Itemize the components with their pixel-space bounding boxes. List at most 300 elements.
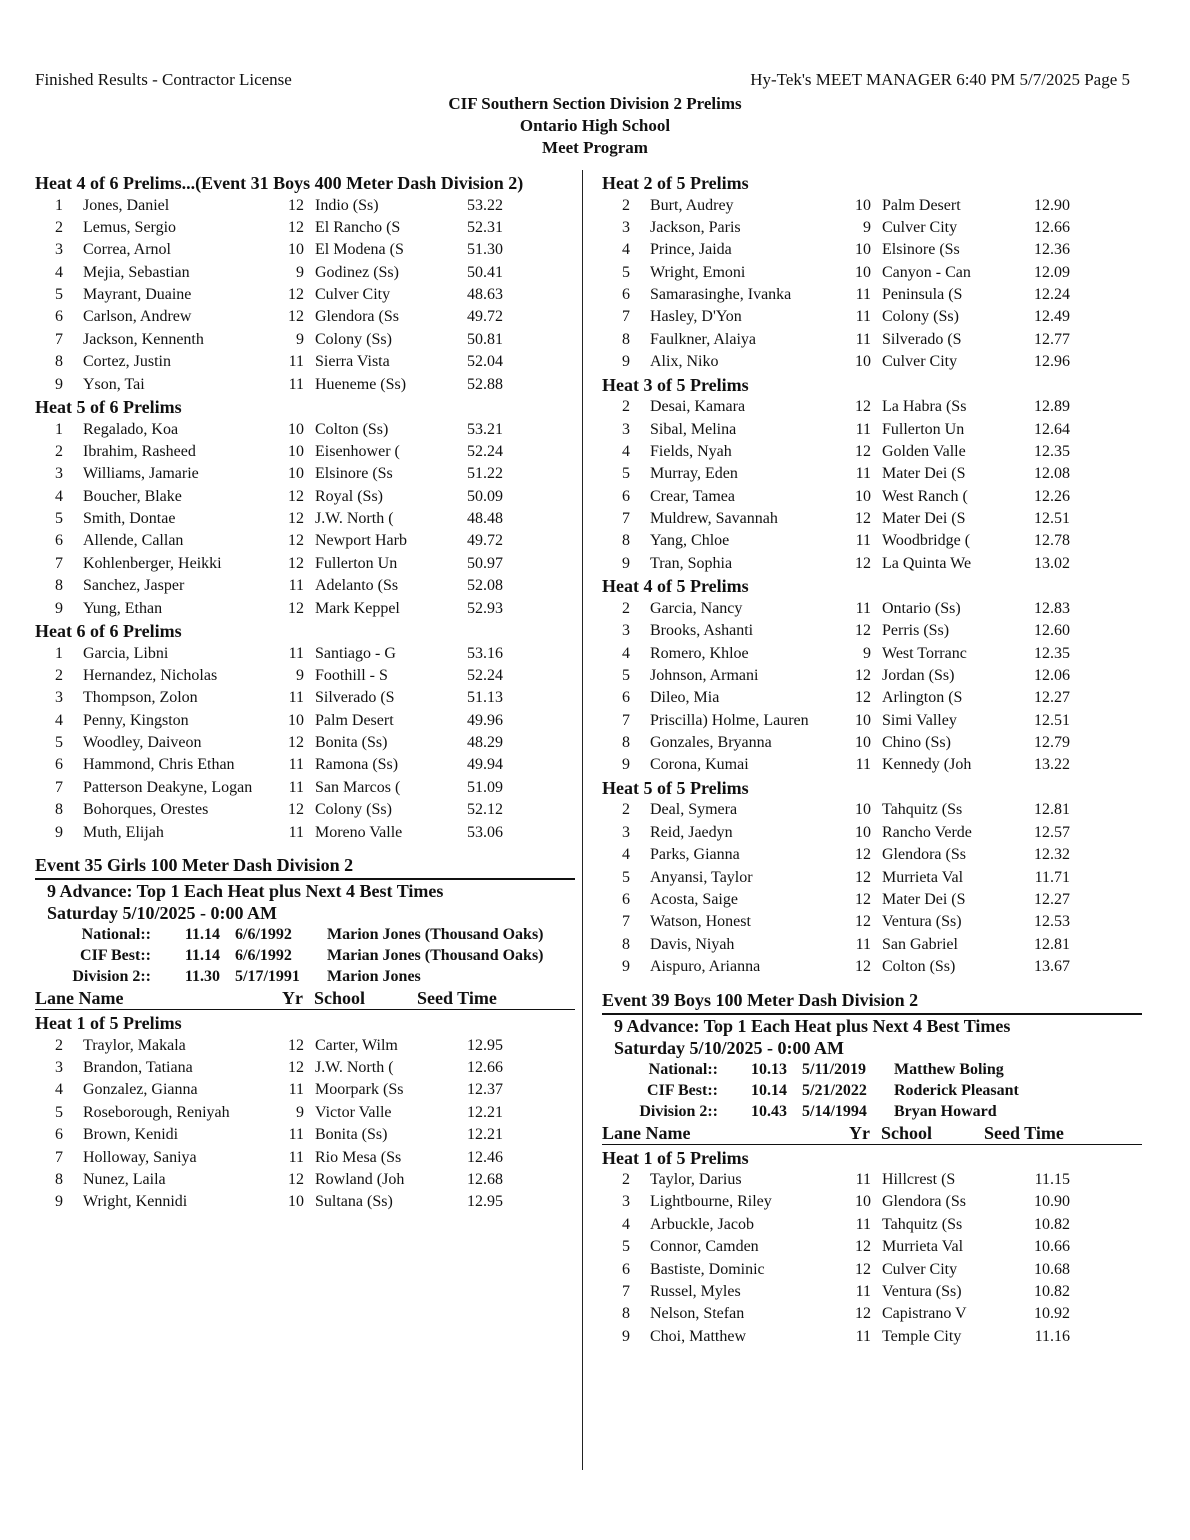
athlete-name: Nunez, Laila [83,1170,166,1188]
lane-number: 6 [622,487,630,505]
school-name: Murrieta Val [882,1238,964,1256]
athlete-year: 12 [855,868,871,886]
athlete-year: 9 [296,1103,304,1121]
record-label: Division 2:: [72,968,151,986]
athlete-year: 10 [855,711,871,729]
athlete-year: 12 [288,599,304,617]
result-row [602,911,1142,933]
athlete-name: Brandon, Tatiana [83,1058,193,1076]
seed-time: 12.90 [1034,196,1070,214]
school-name: Silverado (S [315,689,395,707]
school-name: Ramona (Ss) [315,756,399,774]
athlete-year: 11 [855,599,871,617]
seed-time: 12.53 [1034,913,1070,931]
record-date: 5/21/2022 [802,1081,867,1099]
seed-time: 12.32 [1034,846,1070,864]
seed-time: 53.21 [467,420,503,438]
lane-number: 7 [622,1282,630,1300]
result-row [602,306,1142,328]
athlete-name: Regalado, Koa [83,420,179,438]
advance-rule: 9 Advance: Top 1 Each Heat plus Next 4 Best Times [47,881,444,902]
record-row [602,1059,1142,1080]
lane-number: 3 [622,622,630,640]
lane-number: 8 [622,935,630,953]
athlete-year: 11 [855,286,871,304]
lane-number: 4 [55,263,63,281]
result-row [602,1214,1142,1236]
report-header-right: Hy-Tek's MEET MANAGER 6:40 PM 5/7/2025 Page 5 [750,70,1130,89]
lane-number: 3 [622,420,630,438]
athlete-year: 9 [296,330,304,348]
result-row [35,195,575,217]
lane-number: 9 [622,756,630,774]
result-row [35,710,575,732]
heat-title: Heat 5 of 6 Prelims [35,397,182,418]
seed-time: 12.24 [1034,286,1070,304]
seed-time: 12.27 [1034,689,1070,707]
record-mark: 10.13 [751,1060,787,1078]
result-row [35,1124,575,1146]
result-row [35,306,575,328]
result-row [35,687,575,709]
seed-time: 12.09 [1034,263,1070,281]
header-lane-name: Lane Name [602,1122,691,1143]
seed-time: 50.97 [467,554,503,572]
seed-time: 12.81 [1034,801,1070,819]
athlete-name: Thompson, Zolon [83,689,198,707]
lane-number: 7 [622,913,630,931]
school-name: Mark Keppel [315,599,400,617]
athlete-name: Yson, Tai [83,375,145,393]
seed-time: 12.35 [1034,644,1070,662]
athlete-year: 12 [855,913,871,931]
lane-number: 3 [55,241,63,259]
school-name: Adelanto (Ss [315,577,399,595]
record-mark: 10.14 [751,1081,787,1099]
result-row [602,463,1142,485]
athlete-name: Alix, Niko [650,353,719,371]
seed-time: 49.72 [467,532,503,550]
athlete-year: 11 [855,465,871,483]
seed-time: 52.88 [467,375,503,393]
result-row [35,777,575,799]
result-row [35,329,575,351]
seed-time: 50.41 [467,263,503,281]
lane-number: 8 [622,1305,630,1323]
athlete-year: 10 [288,465,304,483]
header-seed-time: Seed Time [417,988,497,1009]
athlete-name: Anyansi, Taylor [650,868,753,886]
seed-time: 12.96 [1034,353,1070,371]
result-row [602,1259,1142,1281]
result-row [35,284,575,306]
athlete-name: Connor, Camden [650,1238,759,1256]
result-row [602,822,1142,844]
lane-number: 2 [622,599,630,617]
school-name: El Rancho (S [315,218,401,236]
school-name: Peninsula (S [882,286,963,304]
lane-number: 7 [55,554,63,572]
result-row [602,643,1142,665]
school-name: Sultana (Ss) [315,1193,393,1211]
school-name: Capistrano V [882,1305,967,1323]
record-label: CIF Best:: [647,1081,718,1099]
school-name: Colony (Ss) [315,801,392,819]
seed-time: 49.72 [467,308,503,326]
school-name: Chino (Ss) [882,734,951,752]
lane-number: 3 [55,465,63,483]
athlete-name: Reid, Jaedyn [650,823,733,841]
seed-time: 12.49 [1034,308,1070,326]
school-name: Canyon - Can [882,263,971,281]
athlete-name: Bohorques, Orestes [83,801,209,819]
school-name: Colony (Ss) [882,308,959,326]
school-name: San Marcos ( [315,778,401,796]
school-name: Colton (Ss) [315,420,389,438]
lane-number: 3 [622,823,630,841]
athlete-year: 10 [288,1193,304,1211]
record-date: 5/11/2019 [802,1060,867,1078]
lane-number: 6 [55,756,63,774]
seed-time: 52.08 [467,577,503,595]
report-header-left: Finished Results - Contractor License [35,70,292,89]
athlete-year: 12 [855,1260,871,1278]
athlete-year: 11 [288,778,304,796]
school-name: Rio Mesa (Ss [315,1148,402,1166]
result-row [35,530,575,552]
lane-number: 6 [622,689,630,707]
athlete-year: 11 [288,1148,304,1166]
athlete-name: Holloway, Saniya [83,1148,197,1166]
seed-time: 51.13 [467,689,503,707]
lane-number: 5 [622,263,630,281]
header-school: School [881,1122,933,1143]
lane-number: 9 [622,554,630,572]
result-row [602,665,1142,687]
result-row [602,598,1142,620]
school-name: Victor Valle [315,1103,392,1121]
seed-time: 12.95 [467,1193,503,1211]
seed-time: 51.30 [467,241,503,259]
school-name: Foothill - S [315,666,388,684]
school-name: J.W. North ( [315,510,394,528]
result-row [35,463,575,485]
record-mark: 11.14 [184,947,220,965]
lane-number: 5 [55,1103,63,1121]
athlete-name: Kohlenberger, Heikki [83,554,222,572]
school-name: Rowland (Joh [315,1170,405,1188]
school-name: Rancho Verde [882,823,972,841]
result-row [602,620,1142,642]
seed-time: 12.21 [467,1126,503,1144]
result-row [35,1169,575,1191]
school-name: Perris (Ss) [882,622,950,640]
athlete-year: 9 [863,644,871,662]
athlete-name: Bastiste, Dominic [650,1260,765,1278]
athlete-name: Prince, Jaida [650,241,732,259]
athlete-year: 10 [855,823,871,841]
lane-number: 8 [622,734,630,752]
seed-time: 11.71 [1034,868,1070,886]
school-name: San Gabriel [882,935,958,953]
athlete-year: 12 [288,734,304,752]
athlete-year: 10 [288,711,304,729]
lane-number: 6 [622,286,630,304]
athlete-name: Garcia, Libni [83,644,169,662]
school-name: Mater Dei (S [882,465,966,483]
athlete-year: 12 [288,510,304,528]
event-title: Event 39 Boys 100 Meter Dash Division 2 [602,989,1142,1015]
result-row [35,419,575,441]
lane-number: 2 [55,1036,63,1054]
seed-time: 53.16 [467,644,503,662]
athlete-name: Garcia, Nancy [650,599,743,617]
school-name: Kennedy (Joh [882,756,972,774]
result-row [602,239,1142,261]
seed-time: 52.24 [467,442,503,460]
result-row [602,486,1142,508]
school-name: Tahquitz (Ss [882,801,963,819]
seed-time: 12.81 [1034,935,1070,953]
lane-number: 8 [55,1170,63,1188]
lane-number: 1 [55,196,63,214]
athlete-year: 11 [288,1081,304,1099]
result-row [602,530,1142,552]
athlete-name: Lightbourne, Riley [650,1193,772,1211]
result-row [602,553,1142,575]
result-row [602,329,1142,351]
athlete-name: Crear, Tamea [650,487,736,505]
seed-time: 52.93 [467,599,503,617]
school-name: Elsinore (Ss [882,241,960,259]
result-row [35,732,575,754]
school-name: Jordan (Ss) [882,666,955,684]
athlete-name: Dileo, Mia [650,689,720,707]
record-row [35,945,575,966]
school-name: Culver City [882,1260,958,1278]
result-row [35,754,575,776]
lane-number: 7 [622,510,630,528]
athlete-year: 12 [855,689,871,707]
header-school: School [314,988,366,1009]
athlete-year: 11 [288,577,304,595]
lane-number: 9 [55,823,63,841]
result-row [602,1169,1142,1191]
school-name: Royal (Ss) [315,487,383,505]
school-name: Colony (Ss) [315,330,392,348]
school-name: Moreno Valle [315,823,403,841]
column-header [35,987,575,1010]
athlete-name: Parks, Gianna [650,846,740,864]
school-name: La Quinta We [882,554,972,572]
athlete-year: 10 [855,487,871,505]
lane-number: 7 [55,330,63,348]
athlete-year: 11 [288,823,304,841]
seed-time: 12.08 [1034,465,1070,483]
seed-time: 52.24 [467,666,503,684]
heat-title: Heat 6 of 6 Prelims [35,621,182,642]
meet-venue: Ontario High School [519,116,671,135]
result-row [602,262,1142,284]
lane-number: 1 [55,420,63,438]
seed-time: 53.22 [467,196,503,214]
record-holder: Marion Jones (Thousand Oaks) [327,926,544,944]
athlete-year: 12 [855,554,871,572]
lane-number: 5 [55,510,63,528]
record-row [602,1101,1142,1122]
seed-time: 12.60 [1034,622,1070,640]
athlete-name: Lemus, Sergio [83,218,177,236]
lane-number: 5 [622,465,630,483]
seed-time: 11.16 [1034,1327,1070,1345]
result-row [602,195,1142,217]
result-row [602,1236,1142,1258]
meet-subtitle: Meet Program [542,138,648,157]
school-name: Golden Valle [882,442,966,460]
heat-title: Heat 4 of 5 Prelims [602,576,749,597]
record-holder: Marian Jones (Thousand Oaks) [327,947,544,965]
lane-number: 9 [622,353,630,371]
athlete-name: Wright, Kennidi [83,1193,188,1211]
result-row [602,1281,1142,1303]
record-row [35,924,575,945]
seed-time: 12.79 [1034,734,1070,752]
lane-number: 2 [622,196,630,214]
result-row [602,732,1142,754]
school-name: El Modena (S [315,241,404,259]
athlete-name: Woodley, Daiveon [83,734,202,752]
athlete-year: 11 [855,756,871,774]
result-row [602,508,1142,530]
athlete-year: 12 [855,1238,871,1256]
record-mark: 11.14 [184,926,220,944]
seed-time: 53.06 [467,823,503,841]
school-name: Santiago - G [315,644,396,662]
athlete-year: 11 [855,1327,871,1345]
athlete-name: Ibrahim, Rasheed [83,442,196,460]
lane-number: 5 [55,286,63,304]
seed-time: 11.15 [1034,1171,1070,1188]
athlete-name: Mayrant, Duaine [83,286,192,304]
result-row [35,1147,575,1169]
athlete-year: 11 [855,1215,871,1233]
seed-time: 12.51 [1034,711,1070,729]
record-holder: Bryan Howard [894,1102,997,1120]
seed-time: 48.63 [467,286,503,304]
result-row [602,441,1142,463]
record-holder: Matthew Boling [894,1060,1004,1078]
athlete-year: 10 [288,241,304,259]
header-year: Yr [282,988,303,1009]
athlete-year: 11 [855,420,871,438]
lane-number: 4 [55,1081,63,1099]
seed-time: 12.46 [467,1148,503,1166]
result-row [602,799,1142,821]
athlete-name: Muth, Elijah [83,823,164,841]
athlete-year: 10 [855,734,871,752]
athlete-name: Acosta, Saige [650,890,738,908]
seed-time: 12.78 [1034,532,1070,550]
left-column [35,172,575,1214]
athlete-year: 12 [288,1170,304,1188]
seed-time: 12.27 [1034,890,1070,908]
result-row [35,553,575,575]
seed-time: 10.82 [1034,1215,1070,1233]
athlete-year: 11 [288,756,304,774]
lane-number: 6 [55,532,63,550]
heat-title: Heat 3 of 5 Prelims [602,374,749,395]
result-row [35,799,575,821]
school-name: Palm Desert [315,711,394,729]
athlete-name: Aispuro, Arianna [650,958,761,976]
athlete-year: 12 [288,487,304,505]
heat-title: Heat 2 of 5 Prelims [602,173,749,193]
lane-number: 3 [622,218,630,236]
school-name: Glendora (Ss [882,846,966,864]
result-row [602,284,1142,306]
school-name: Simi Valley [882,711,957,729]
athlete-year: 11 [288,1126,304,1144]
athlete-name: Yang, Chloe [650,532,730,550]
athlete-name: Sanchez, Jasper [83,577,185,595]
lane-number: 1 [55,644,63,662]
athlete-name: Muldrew, Savannah [650,510,778,528]
athlete-name: Penny, Kingston [83,711,189,729]
athlete-year: 10 [855,801,871,819]
athlete-year: 9 [296,263,304,281]
seed-time: 12.66 [1034,218,1070,236]
school-name: Moorpark (Ss [315,1081,404,1099]
athlete-year: 12 [288,308,304,326]
athlete-year: 12 [288,532,304,550]
lane-number: 6 [55,1126,63,1144]
lane-number: 7 [55,778,63,796]
athlete-year: 11 [855,330,871,348]
right-column [602,172,1142,1348]
column-divider [582,170,583,1470]
athlete-name: Jackson, Paris [650,218,741,236]
school-name: Woodbridge ( [882,532,971,550]
athlete-year: 11 [288,375,304,393]
record-mark: 10.43 [751,1102,787,1120]
athlete-year: 10 [288,442,304,460]
school-name: Murrieta Val [882,868,964,886]
result-row [35,643,575,665]
school-name: La Habra (Ss [882,398,967,416]
lane-number: 8 [622,330,630,348]
athlete-name: Tran, Sophia [650,554,733,572]
athlete-name: Jones, Daniel [83,196,170,214]
school-name: Culver City [882,353,958,371]
school-name: Newport Harb [315,532,407,550]
lane-number: 4 [622,846,630,864]
lane-number: 4 [622,442,630,460]
lane-number: 9 [622,1327,630,1345]
seed-time: 49.96 [467,711,503,729]
lane-number: 8 [55,801,63,819]
athlete-year: 12 [288,1058,304,1076]
athlete-name: Correa, Arnol [83,241,171,259]
athlete-year: 12 [855,510,871,528]
result-row [35,441,575,463]
athlete-year: 10 [855,263,871,281]
result-row [602,1326,1142,1348]
seed-time: 10.66 [1034,1238,1070,1256]
athlete-year: 12 [288,218,304,236]
school-name: J.W. North ( [315,1058,394,1076]
lane-number: 2 [55,442,63,460]
lane-number: 2 [55,666,63,684]
